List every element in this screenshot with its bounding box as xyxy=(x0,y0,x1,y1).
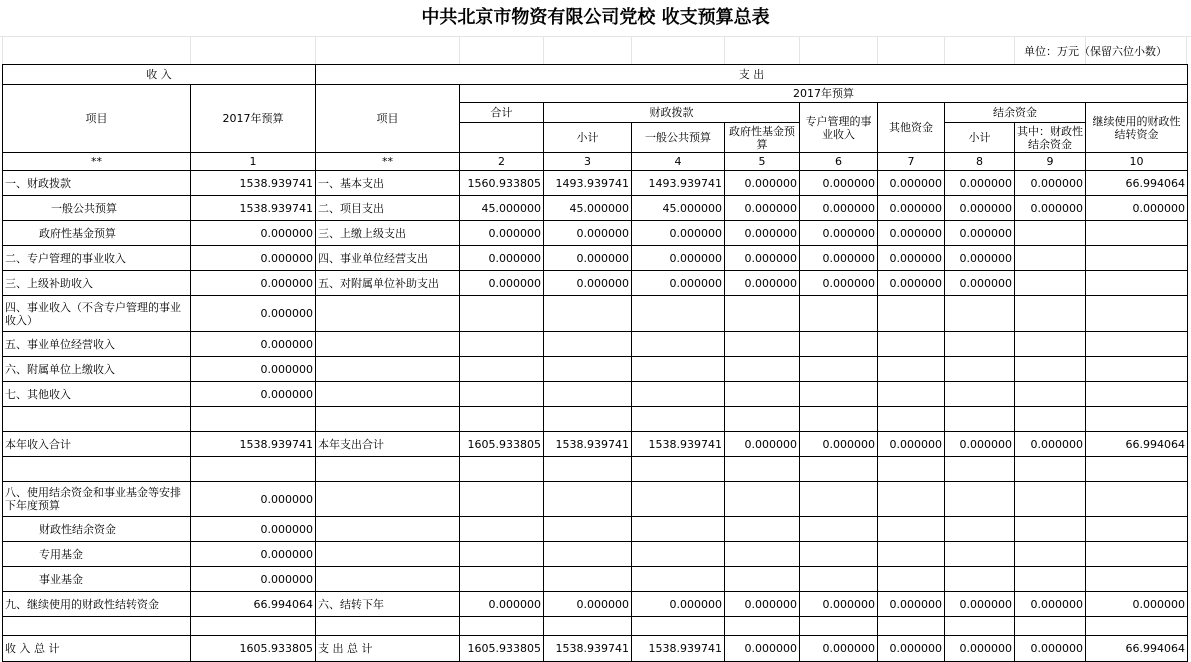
income-value-cell xyxy=(191,617,316,636)
table-row xyxy=(3,196,1188,221)
income-item-cell: 一般公共预算 xyxy=(3,196,191,221)
table-row xyxy=(3,171,1188,196)
income-value-cell: 0.000000 xyxy=(191,332,316,357)
expense-value-cell xyxy=(1086,617,1188,636)
expense-value-cell xyxy=(1086,271,1188,296)
expense-item-cell xyxy=(316,407,460,432)
expense-value-cell xyxy=(800,482,878,517)
expense-item-cell: 一、基本支出 xyxy=(316,171,460,196)
expense-value-cell xyxy=(1015,296,1086,332)
expense-value-cell: 0.000000 xyxy=(800,171,878,196)
expense-value-cell xyxy=(878,357,945,382)
expense-value-cell xyxy=(632,407,725,432)
expense-value-cell: 0.000000 xyxy=(878,592,945,617)
expense-item-cell: 二、项目支出 xyxy=(316,196,460,221)
income-item-header: 项目 xyxy=(3,85,191,153)
expense-value-cell xyxy=(800,357,878,382)
expense-value-cell xyxy=(725,407,800,432)
expense-value-cell xyxy=(632,617,725,636)
table-row xyxy=(3,296,1188,332)
expense-value-cell xyxy=(725,457,800,482)
income-value-cell: 1538.939741 xyxy=(191,432,316,457)
expense-value-cell: 1605.933805 xyxy=(460,432,544,457)
income-value-cell: 0.000000 xyxy=(191,221,316,246)
expense-value-cell xyxy=(800,542,878,567)
expense-value-cell xyxy=(544,457,632,482)
income-item-cell xyxy=(3,457,191,482)
expense-value-cell xyxy=(878,567,945,592)
income-value-cell: 66.994064 xyxy=(191,592,316,617)
expense-value-cell: 0.000000 xyxy=(945,592,1015,617)
expense-value-cell xyxy=(725,357,800,382)
index-row xyxy=(3,153,1188,171)
income-value-cell: 0.000000 xyxy=(191,517,316,542)
expense-value-cell: 0.000000 xyxy=(725,246,800,271)
expense-value-cell: 0.000000 xyxy=(1015,592,1086,617)
income-value-cell xyxy=(191,457,316,482)
expense-value-cell xyxy=(878,332,945,357)
table-row xyxy=(3,382,1188,407)
expense-header: 支 出 xyxy=(316,65,1188,85)
expense-value-cell xyxy=(544,482,632,517)
expense-value-cell xyxy=(1015,617,1086,636)
income-value-cell: 0.000000 xyxy=(191,542,316,567)
surplus-header: 结余资金 xyxy=(945,103,1086,123)
expense-value-cell: 66.994064 xyxy=(1086,171,1188,196)
expense-value-cell: 0.000000 xyxy=(945,221,1015,246)
expense-value-cell xyxy=(1015,332,1086,357)
income-value-cell: 0.000000 xyxy=(191,382,316,407)
expense-value-cell xyxy=(725,296,800,332)
table-row xyxy=(3,542,1188,567)
expense-value-cell: 0.000000 xyxy=(800,196,878,221)
income-item-cell: 事业基金 xyxy=(3,567,191,592)
total-sub-blank xyxy=(460,123,544,153)
surplus-fiscal-header: 其中：财政性结余资金 xyxy=(1015,123,1086,153)
expense-value-cell: 0.000000 xyxy=(725,636,800,662)
expense-value-cell xyxy=(945,617,1015,636)
income-item-cell: 财政性结余资金 xyxy=(3,517,191,542)
expense-value-cell xyxy=(632,296,725,332)
expense-value-cell xyxy=(1086,221,1188,246)
income-item-cell: 三、上级补助收入 xyxy=(3,271,191,296)
expense-value-cell xyxy=(1015,246,1086,271)
expense-value-cell xyxy=(725,482,800,517)
expense-value-cell: 0.000000 xyxy=(460,271,544,296)
income-item-cell: 五、事业单位经营收入 xyxy=(3,332,191,357)
expense-value-cell xyxy=(878,482,945,517)
expense-value-cell xyxy=(544,382,632,407)
table-row xyxy=(3,271,1188,296)
expense-value-cell xyxy=(725,382,800,407)
expense-value-cell: 0.000000 xyxy=(800,592,878,617)
expense-value-cell xyxy=(725,542,800,567)
expense-value-cell xyxy=(878,617,945,636)
unit-label: 单位：万元（保留六位小数） xyxy=(1024,45,1167,58)
index-cell: 1 xyxy=(191,153,316,171)
expense-value-cell: 0.000000 xyxy=(878,246,945,271)
expense-value-cell xyxy=(1086,246,1188,271)
income-item-cell: 七、其他收入 xyxy=(3,382,191,407)
surplus-subtotal-header: 小计 xyxy=(945,123,1015,153)
income-value-cell: 1605.933805 xyxy=(191,636,316,662)
expense-value-cell: 1605.933805 xyxy=(460,636,544,662)
expense-value-cell: 0.000000 xyxy=(945,432,1015,457)
expense-value-cell xyxy=(1086,296,1188,332)
expense-value-cell: 0.000000 xyxy=(800,432,878,457)
stars-cell: ** xyxy=(316,153,460,171)
index-cell: 2 xyxy=(460,153,544,171)
expense-value-cell xyxy=(800,332,878,357)
expense-value-cell: 0.000000 xyxy=(460,221,544,246)
expense-value-cell: 1560.933805 xyxy=(460,171,544,196)
expense-value-cell xyxy=(800,517,878,542)
expense-value-cell: 0.000000 xyxy=(1015,432,1086,457)
expense-value-cell xyxy=(800,617,878,636)
expense-value-cell: 0.000000 xyxy=(878,196,945,221)
expense-value-cell xyxy=(544,517,632,542)
expense-value-cell xyxy=(544,567,632,592)
expense-value-cell: 0.000000 xyxy=(1015,196,1086,221)
expense-value-cell xyxy=(1086,357,1188,382)
expense-value-cell xyxy=(1086,542,1188,567)
body-rows xyxy=(3,171,1188,662)
expense-value-cell xyxy=(878,296,945,332)
income-value-cell: 0.000000 xyxy=(191,271,316,296)
expense-value-cell: 0.000000 xyxy=(544,221,632,246)
expense-value-cell xyxy=(460,382,544,407)
expense-value-cell xyxy=(460,567,544,592)
expense-value-cell: 0.000000 xyxy=(878,171,945,196)
income-value-cell: 0.000000 xyxy=(191,567,316,592)
expense-value-cell xyxy=(1086,457,1188,482)
expense-value-cell xyxy=(878,517,945,542)
index-cell: 7 xyxy=(878,153,945,171)
income-value-cell xyxy=(191,407,316,432)
expense-value-cell xyxy=(544,296,632,332)
expense-value-cell: 0.000000 xyxy=(632,271,725,296)
expense-value-cell: 0.000000 xyxy=(878,221,945,246)
income-item-cell: 六、附属单位上缴收入 xyxy=(3,357,191,382)
expense-value-cell xyxy=(460,617,544,636)
expense-value-cell: 1493.939741 xyxy=(544,171,632,196)
expense-value-cell: 1538.939741 xyxy=(544,636,632,662)
expense-item-cell: 四、事业单位经营支出 xyxy=(316,246,460,271)
expense-value-cell: 0.000000 xyxy=(945,271,1015,296)
expense-value-cell: 0.000000 xyxy=(800,246,878,271)
expense-item-cell xyxy=(316,567,460,592)
income-item-cell: 本年收入合计 xyxy=(3,432,191,457)
expense-value-cell xyxy=(1086,382,1188,407)
income-budget-header: 2017年预算 xyxy=(191,85,316,153)
expense-value-cell xyxy=(725,567,800,592)
income-item-cell: 专用基金 xyxy=(3,542,191,567)
expense-item-cell: 支 出 总 计 xyxy=(316,636,460,662)
expense-value-cell: 0.000000 xyxy=(632,246,725,271)
blank-row xyxy=(3,617,1188,636)
year-total-row xyxy=(3,432,1188,457)
expense-value-cell xyxy=(878,457,945,482)
expense-value-cell: 0.000000 xyxy=(1086,592,1188,617)
expense-value-cell: 0.000000 xyxy=(460,592,544,617)
expense-value-cell xyxy=(1086,567,1188,592)
expense-value-cell: 0.000000 xyxy=(945,636,1015,662)
expense-value-cell: 0.000000 xyxy=(945,246,1015,271)
expense-value-cell xyxy=(1015,407,1086,432)
expense-value-cell: 0.000000 xyxy=(544,592,632,617)
expense-item-cell xyxy=(316,457,460,482)
table-row xyxy=(3,246,1188,271)
expense-value-cell: 0.000000 xyxy=(945,171,1015,196)
expense-item-cell xyxy=(316,357,460,382)
income-item-cell: 一、财政拨款 xyxy=(3,171,191,196)
expense-value-cell xyxy=(1015,517,1086,542)
expense-value-cell: 45.000000 xyxy=(460,196,544,221)
expense-value-cell xyxy=(1015,382,1086,407)
income-value-cell: 0.000000 xyxy=(191,296,316,332)
income-item-cell: 收 入 总 计 xyxy=(3,636,191,662)
expense-value-cell xyxy=(725,517,800,542)
expense-item-cell xyxy=(316,332,460,357)
expense-value-cell: 0.000000 xyxy=(725,171,800,196)
expense-value-cell xyxy=(544,542,632,567)
blank-row xyxy=(3,457,1188,482)
expense-value-cell: 45.000000 xyxy=(632,196,725,221)
expense-value-cell xyxy=(544,617,632,636)
expense-item-cell xyxy=(316,296,460,332)
gov-fund-header: 政府性基金预算 xyxy=(725,123,800,153)
income-item-cell: 八、使用结余资金和事业基金等安排下年度预算 xyxy=(3,482,191,517)
table-row xyxy=(3,567,1188,592)
expense-value-cell xyxy=(800,457,878,482)
expense-value-cell xyxy=(945,482,1015,517)
table-row xyxy=(3,517,1188,542)
expense-value-cell xyxy=(945,542,1015,567)
expense-value-cell xyxy=(878,407,945,432)
income-value-cell: 0.000000 xyxy=(191,357,316,382)
expense-value-cell: 66.994064 xyxy=(1086,636,1188,662)
expense-value-cell xyxy=(460,457,544,482)
expense-value-cell xyxy=(1015,271,1086,296)
expense-value-cell: 0.000000 xyxy=(878,432,945,457)
expense-value-cell xyxy=(725,332,800,357)
expense-value-cell xyxy=(1015,457,1086,482)
expense-value-cell: 0.000000 xyxy=(632,592,725,617)
expense-value-cell: 0.000000 xyxy=(725,196,800,221)
expense-value-cell xyxy=(945,457,1015,482)
expense-value-cell xyxy=(460,407,544,432)
expense-item-cell: 本年支出合计 xyxy=(316,432,460,457)
expense-value-cell xyxy=(1015,567,1086,592)
index-cell: 4 xyxy=(632,153,725,171)
expense-value-cell: 0.000000 xyxy=(945,196,1015,221)
table-row xyxy=(3,332,1188,357)
expense-value-cell: 45.000000 xyxy=(544,196,632,221)
income-value-cell: 0.000000 xyxy=(191,482,316,517)
expense-value-cell xyxy=(800,407,878,432)
expense-value-cell xyxy=(632,457,725,482)
table-row xyxy=(3,357,1188,382)
expense-value-cell xyxy=(632,517,725,542)
other-funds-header: 其他资金 xyxy=(878,103,945,153)
expense-value-cell xyxy=(544,357,632,382)
expense-value-cell xyxy=(460,296,544,332)
expense-value-cell: 0.000000 xyxy=(460,246,544,271)
header-row-1 xyxy=(3,65,1188,85)
special-income-header: 专户管理的事业收入 xyxy=(800,103,878,153)
index-cell: 9 xyxy=(1015,153,1086,171)
expense-value-cell: 0.000000 xyxy=(632,221,725,246)
index-cell: 8 xyxy=(945,153,1015,171)
general-budget-header: 一般公共预算 xyxy=(632,123,725,153)
expense-value-cell xyxy=(460,517,544,542)
expense-value-cell xyxy=(945,382,1015,407)
expense-value-cell xyxy=(1086,517,1188,542)
expense-value-cell: 0.000000 xyxy=(544,271,632,296)
expense-value-cell xyxy=(1015,542,1086,567)
expense-value-cell xyxy=(800,382,878,407)
expense-value-cell xyxy=(632,567,725,592)
expense-value-cell xyxy=(632,542,725,567)
income-value-cell: 0.000000 xyxy=(191,246,316,271)
expense-item-cell: 三、上缴上级支出 xyxy=(316,221,460,246)
expense-value-cell: 1538.939741 xyxy=(632,636,725,662)
expense-value-cell xyxy=(544,407,632,432)
income-item-cell: 九、继续使用的财政性结转资金 xyxy=(3,592,191,617)
expense-value-cell xyxy=(878,542,945,567)
header-row-2 xyxy=(3,85,1188,103)
expense-value-cell: 1538.939741 xyxy=(632,432,725,457)
expense-value-cell: 0.000000 xyxy=(725,432,800,457)
blank-row xyxy=(3,407,1188,432)
income-value-cell: 1538.939741 xyxy=(191,171,316,196)
expense-value-cell xyxy=(632,332,725,357)
expense-value-cell: 0.000000 xyxy=(725,592,800,617)
expense-item-cell xyxy=(316,482,460,517)
expense-value-cell xyxy=(1086,407,1188,432)
expense-value-cell: 0.000000 xyxy=(544,246,632,271)
expense-value-cell xyxy=(878,382,945,407)
expense-value-cell xyxy=(945,296,1015,332)
index-cell: 6 xyxy=(800,153,878,171)
expense-item-cell: 五、对附属单位补助支出 xyxy=(316,271,460,296)
expense-value-cell: 66.994064 xyxy=(1086,432,1188,457)
expense-value-cell: 0.000000 xyxy=(800,636,878,662)
page-title: 中共北京市物资有限公司党校 收支预算总表 xyxy=(0,0,1191,37)
expense-value-cell xyxy=(460,332,544,357)
expense-value-cell xyxy=(1015,221,1086,246)
expense-value-cell xyxy=(632,482,725,517)
expense-value-cell xyxy=(632,357,725,382)
expense-value-cell: 0.000000 xyxy=(800,221,878,246)
index-cell: 10 xyxy=(1086,153,1188,171)
expense-value-cell: 1493.939741 xyxy=(632,171,725,196)
expense-item-cell xyxy=(316,517,460,542)
expense-value-cell xyxy=(544,332,632,357)
expense-value-cell: 0.000000 xyxy=(1086,196,1188,221)
header-body xyxy=(3,65,1188,171)
expense-value-cell: 0.000000 xyxy=(800,271,878,296)
expense-value-cell xyxy=(945,407,1015,432)
expense-value-cell xyxy=(632,382,725,407)
unit-row xyxy=(0,36,1191,64)
income-item-cell: 四、事业收入（不含专户管理的事业收入） xyxy=(3,296,191,332)
expense-value-cell: 0.000000 xyxy=(1015,636,1086,662)
budget-year-header: 2017年预算 xyxy=(460,85,1188,103)
expense-value-cell xyxy=(725,617,800,636)
expense-item-cell xyxy=(316,382,460,407)
expense-value-cell: 0.000000 xyxy=(878,636,945,662)
expense-value-cell xyxy=(945,517,1015,542)
expense-value-cell xyxy=(800,296,878,332)
carryover-header: 继续使用的财政性结转资金 xyxy=(1086,103,1188,153)
index-cell: 3 xyxy=(544,153,632,171)
expense-value-cell: 0.000000 xyxy=(725,221,800,246)
income-item-cell: 政府性基金预算 xyxy=(3,221,191,246)
expense-value-cell: 0.000000 xyxy=(725,271,800,296)
expense-value-cell xyxy=(460,482,544,517)
income-item-cell xyxy=(3,617,191,636)
total-header: 合计 xyxy=(460,103,544,123)
expense-value-cell: 0.000000 xyxy=(1015,171,1086,196)
expense-value-cell xyxy=(1086,482,1188,517)
grand-total-row xyxy=(3,636,1188,662)
income-item-cell: 二、专户管理的事业收入 xyxy=(3,246,191,271)
expense-value-cell xyxy=(945,357,1015,382)
expense-value-cell xyxy=(1086,332,1188,357)
fiscal-header: 财政拨款 xyxy=(544,103,800,123)
expense-value-cell xyxy=(945,332,1015,357)
expense-value-cell xyxy=(945,567,1015,592)
expense-value-cell xyxy=(460,357,544,382)
expense-item-cell: 六、结转下年 xyxy=(316,592,460,617)
expense-value-cell xyxy=(1015,357,1086,382)
table-row xyxy=(3,221,1188,246)
expense-item-cell xyxy=(316,617,460,636)
table-row xyxy=(3,482,1188,517)
expense-value-cell xyxy=(800,567,878,592)
income-header: 收 入 xyxy=(3,65,316,85)
index-cell: 5 xyxy=(725,153,800,171)
stars-cell: ** xyxy=(3,153,191,171)
budget-table xyxy=(2,64,1188,662)
fiscal-subtotal-header: 小计 xyxy=(544,123,632,153)
income-item-cell xyxy=(3,407,191,432)
income-value-cell: 1538.939741 xyxy=(191,196,316,221)
expense-value-cell: 0.000000 xyxy=(878,271,945,296)
expense-value-cell: 1538.939741 xyxy=(544,432,632,457)
expense-item-cell xyxy=(316,542,460,567)
expense-item-header: 项目 xyxy=(316,85,460,153)
expense-value-cell xyxy=(1015,482,1086,517)
carryover-row xyxy=(3,592,1188,617)
expense-value-cell xyxy=(460,542,544,567)
